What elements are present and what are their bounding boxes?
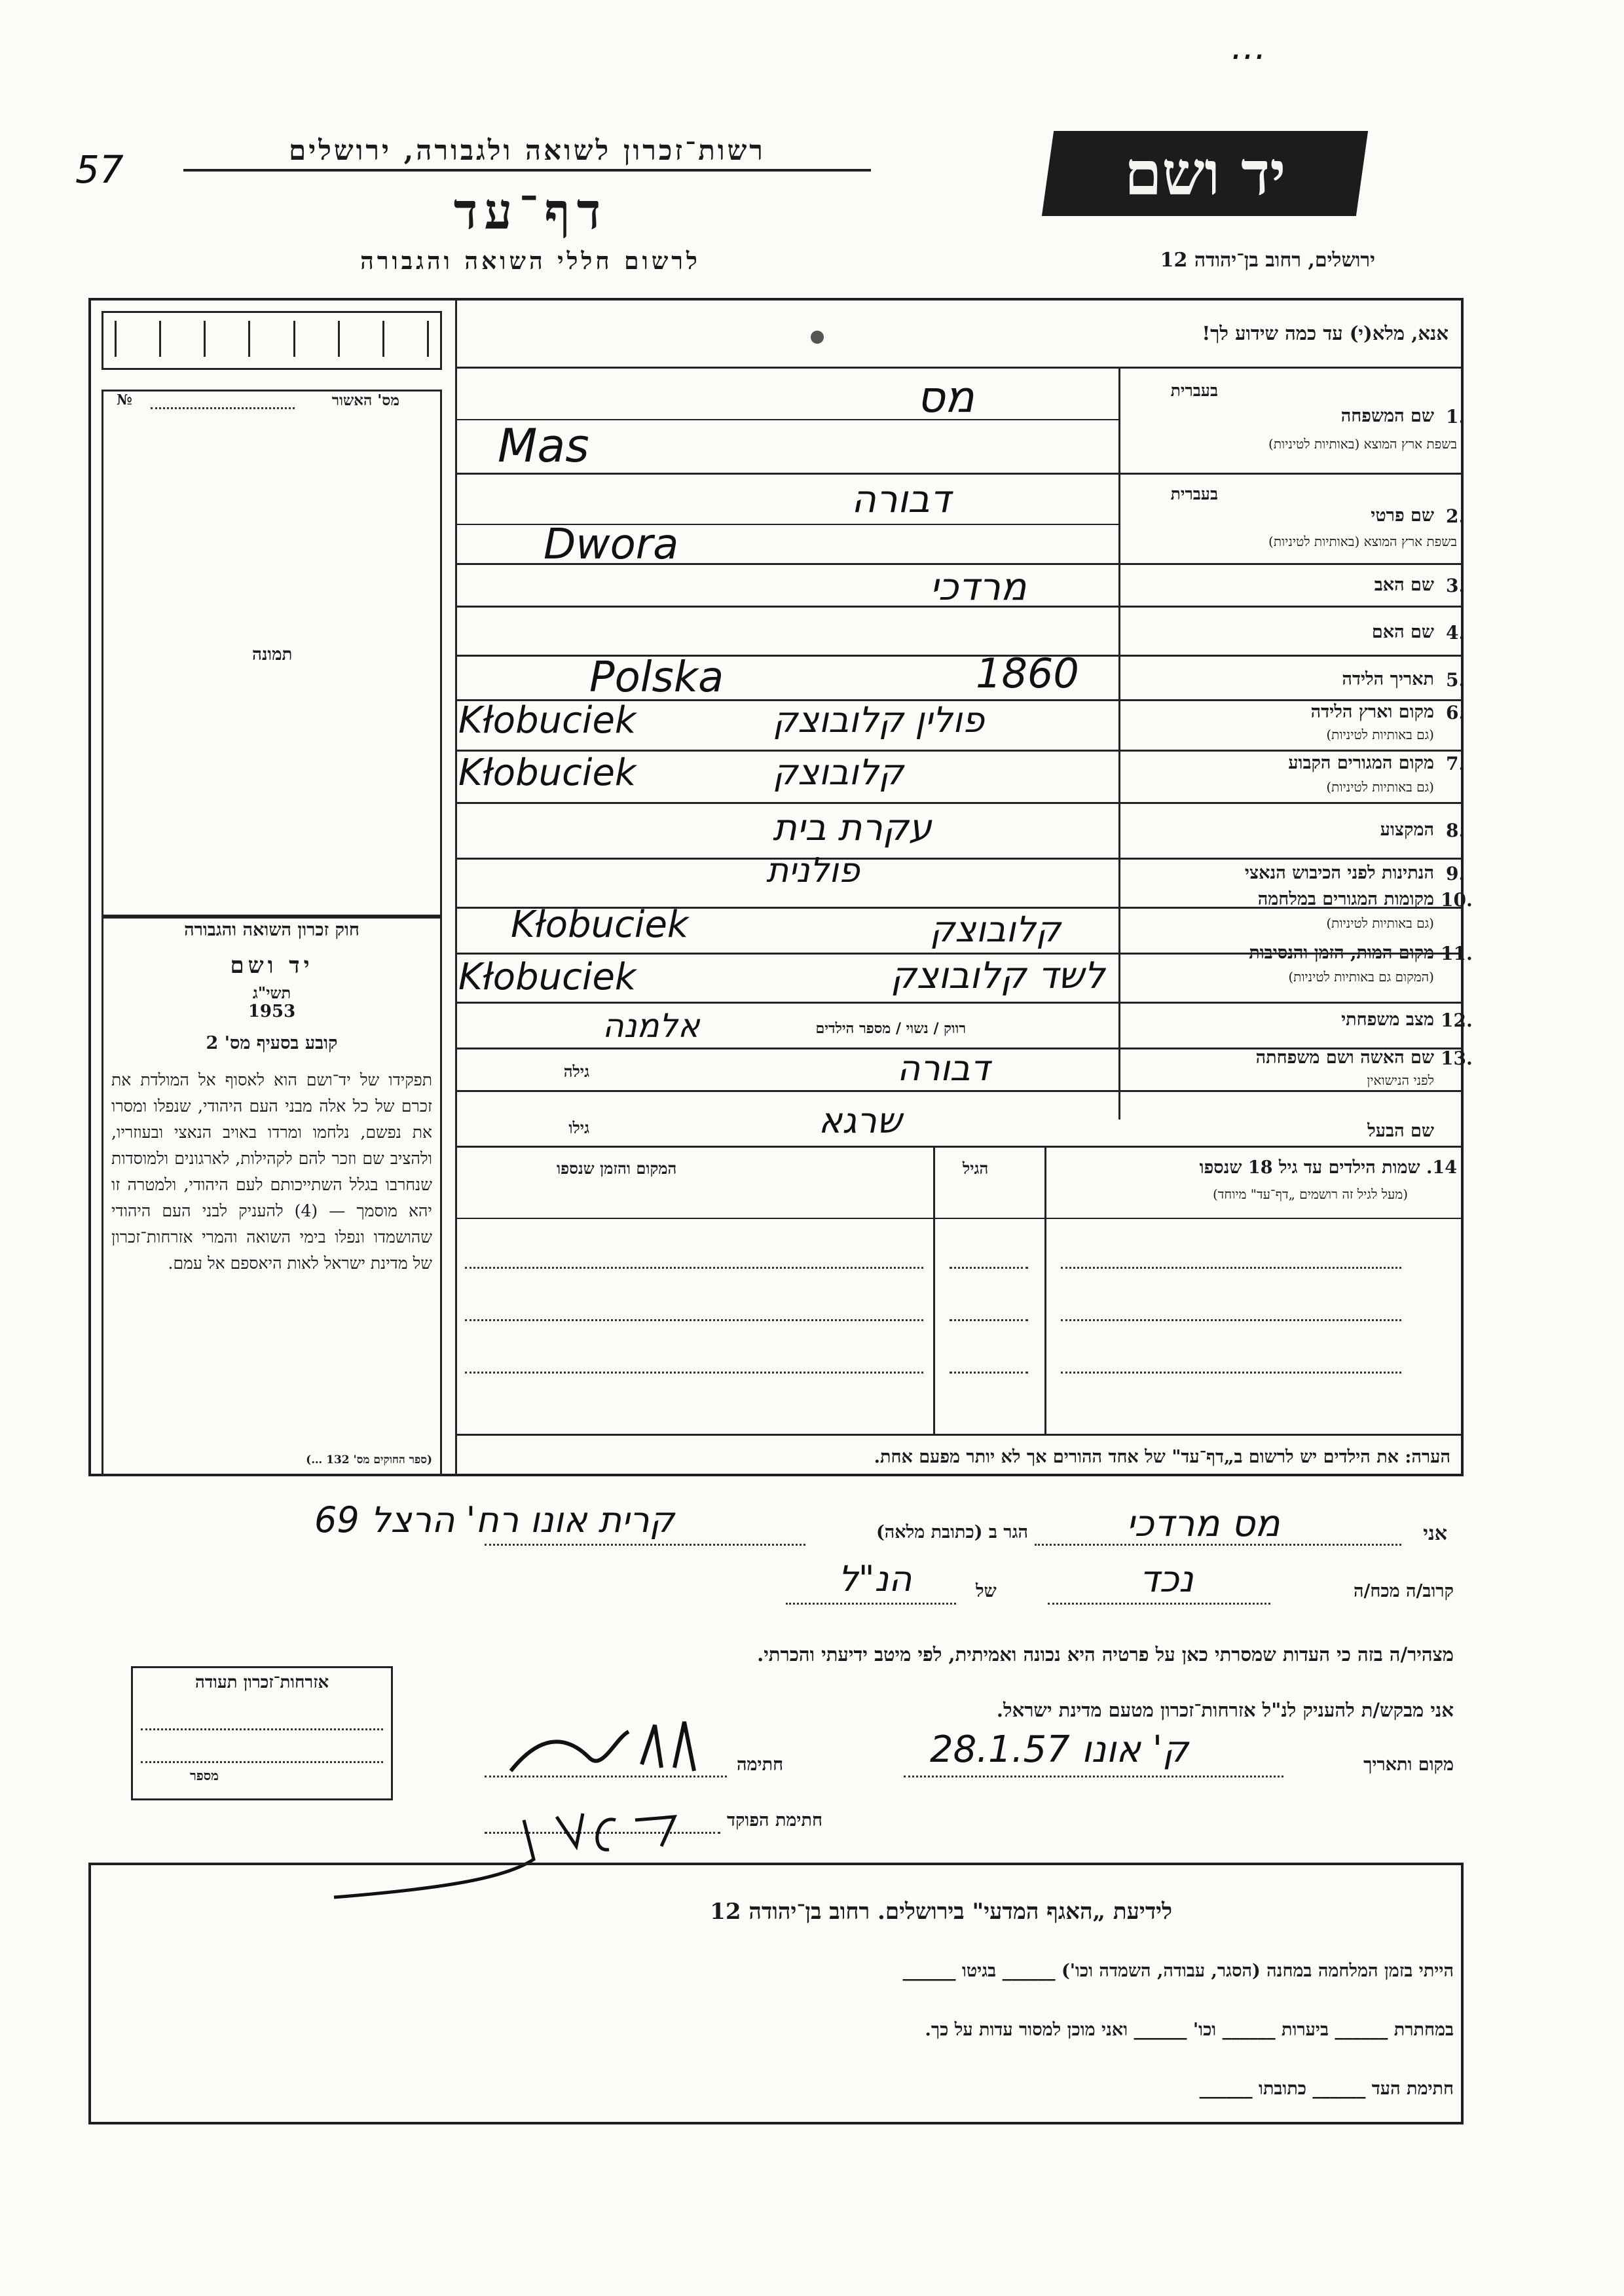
signature-label: חתימה bbox=[737, 1755, 784, 1775]
declarant-address: קרית אונו רח' הרצל 69 bbox=[314, 1499, 674, 1540]
answer-birth-country: Polska bbox=[589, 653, 724, 702]
answer-wartime-hebrew: קלובוצק bbox=[930, 909, 1061, 950]
field-10-number: 10. bbox=[1441, 889, 1473, 911]
form-subtitle: לרשום חללי השואה והגבורה bbox=[360, 247, 701, 275]
answer-maiden: דבורה bbox=[897, 1048, 990, 1089]
declaration-i-label: אני bbox=[1423, 1522, 1447, 1545]
field-2-hint: בשפת ארץ המוצא (באותיות לטיניות) bbox=[1268, 534, 1457, 549]
row-rule bbox=[455, 1002, 1464, 1004]
row-rule bbox=[455, 858, 1464, 860]
declarant-name: מס מרדכי bbox=[1126, 1503, 1280, 1545]
children-col-divider bbox=[1044, 1146, 1046, 1434]
law-text: תפקידו של יד־ושם הוא לאסוף אל המולדת את זכרם של כל אלה מבני העם היהודי, שנפלו ומסרו את נפשם, נלחמו ומרדו באויב הנאצי ובעוזריו, ולהציב שם וזכר להם לקהילות, לארגונים ולמוסדות שנחרבו בגלל השתייכותם לעם היהודי, ולמטרה זו יהא מוסמך — (4) להעניק לבני העם היהודי שהושמדו ונפלו בימי השואה והמרי אזרחות־זכרון של מדינת ישראל לאות היאספם אל עמם. bbox=[111, 1070, 432, 1273]
field-10-hint: (גם באותיות לטיניות) bbox=[1326, 915, 1434, 931]
answer-family-latin: Mas bbox=[498, 419, 589, 473]
field-11-label: מקום המות, הזמן והנסיבות bbox=[1249, 943, 1434, 963]
row-rule bbox=[455, 802, 1464, 804]
field-10-label: מקומות המגורים במלחמה bbox=[1257, 889, 1434, 909]
label-column-divider bbox=[1118, 367, 1120, 1120]
children-line bbox=[465, 1372, 923, 1374]
row-rule bbox=[455, 1146, 1464, 1148]
children-note: הערה: את הילדים יש לרשום ב„דף־עד" של אחד ההורים אך לא יותר מפעם אחת. bbox=[874, 1447, 1450, 1467]
certificate-line bbox=[141, 1761, 383, 1763]
field-11-hint: (המקום גם באותיות לטיניות) bbox=[1288, 969, 1434, 985]
declaration-residing-label: הגר ב (כתובת מלאה) bbox=[876, 1522, 1028, 1542]
children-col-divider bbox=[933, 1146, 935, 1434]
maiden-age-label: גילה bbox=[563, 1062, 589, 1081]
field-13-hint: לפני הנישואין bbox=[1367, 1072, 1434, 1088]
row-rule bbox=[455, 1090, 1464, 1092]
field-13-number: 13. bbox=[1441, 1048, 1473, 1069]
law-org: יד ושם bbox=[230, 953, 314, 979]
field-8-label: המקצוע bbox=[1380, 820, 1434, 840]
law-year-hebrew: תשי"ג bbox=[252, 983, 291, 1002]
field-1-lang: בעברית bbox=[1170, 381, 1218, 400]
field-12-number: 12. bbox=[1441, 1010, 1473, 1031]
of-value: הנ"ל bbox=[838, 1558, 912, 1599]
field-7-label: מקום המגורים הקבוע bbox=[1288, 753, 1434, 773]
certificate-title: אזרחות־זכרון תעודה bbox=[194, 1673, 329, 1692]
declarant-signature bbox=[498, 1712, 747, 1784]
field-5-number: 5. bbox=[1446, 669, 1466, 691]
declaration-request: אני מבקש/ת להעניק לנ"ל אזרחות־זכרון מטעם מדינת ישראל. bbox=[996, 1699, 1454, 1721]
header-address: ירושלים, רחוב בן־יהודה 12 bbox=[1160, 249, 1375, 272]
certificate-line bbox=[141, 1728, 383, 1730]
answer-birthplace-latin: Kłobuciek bbox=[458, 699, 637, 742]
field-8-number: 8. bbox=[1446, 820, 1466, 841]
husband-age-label: גילו bbox=[568, 1118, 589, 1137]
approval-no-label: № bbox=[117, 392, 132, 409]
field-2-number: 2. bbox=[1446, 505, 1466, 527]
of-line bbox=[786, 1603, 956, 1605]
answer-birth-year: 1860 bbox=[976, 649, 1079, 697]
form-title: דף־עד bbox=[453, 182, 608, 240]
answer-father: מרדכי bbox=[930, 564, 1027, 609]
place-date-line bbox=[904, 1776, 1283, 1777]
field-6-label: מקום וארץ הלידה bbox=[1310, 702, 1434, 722]
logo-text: יד ושם bbox=[1124, 138, 1286, 209]
approval-line bbox=[151, 407, 295, 409]
field-13-label: שם האשה ושם משפחתה bbox=[1255, 1048, 1434, 1068]
authority-underline bbox=[183, 169, 871, 172]
children-line bbox=[465, 1267, 923, 1269]
margin-number: 57 bbox=[75, 147, 124, 192]
children-line bbox=[950, 1267, 1028, 1269]
answer-given-latin: Dwora bbox=[544, 520, 679, 569]
relation-line bbox=[1048, 1603, 1270, 1605]
law-year: 1953 bbox=[248, 1002, 296, 1021]
children-col-age: הגיל bbox=[963, 1159, 989, 1178]
footer-line-3: חתימת העד ______ כתובתו ______ bbox=[1199, 2079, 1454, 2099]
field-6-hint: (גם באותיות לטיניות) bbox=[1326, 727, 1434, 742]
relative-label: קרוב/ה מכח/ה bbox=[1354, 1581, 1454, 1601]
field-7-hint: (גם באותיות לטיניות) bbox=[1326, 779, 1434, 795]
field-1-number: 1. bbox=[1446, 406, 1466, 428]
form-instruction: אנא, מלא(י) עד כמה שידוע לך! bbox=[1202, 322, 1449, 344]
place-date-label: מקום ותאריך bbox=[1363, 1755, 1454, 1775]
children-hint: (מעל לגיל זה רושמים „דף־עד" מיוחד) bbox=[1212, 1186, 1408, 1202]
field-12-label: מצב משפחתי bbox=[1341, 1010, 1434, 1030]
answer-death-hebrew: לשד קלובוצק bbox=[891, 955, 1105, 997]
punch-hole bbox=[811, 331, 824, 344]
answer-death-latin: Kłobuciek bbox=[458, 956, 637, 998]
place-date: ק' אונו 28.1.57 bbox=[930, 1728, 1189, 1771]
footer-line-1: הייתי בזמן המלחמה במחנה (הסגר, עבודה, השמדה וכו') ______ בגיטו ______ bbox=[902, 1961, 1454, 1981]
answer-given-hebrew: דבורה bbox=[851, 477, 951, 521]
certificate-number-label: מספר bbox=[190, 1768, 219, 1783]
answer-residence-latin: Kłobuciek bbox=[458, 752, 637, 794]
footer-line-2: במחתרת ______ ביערות ______ וכו' ______ ואני מוכן למסור עדות על כך. bbox=[925, 2020, 1454, 2040]
marital-options: רווק / נשוי / מספר הילדים bbox=[815, 1020, 966, 1037]
answer-marital: אלמנה bbox=[602, 1007, 700, 1045]
field-9-label: הנתינות לפני הכיבוש הנאצי bbox=[1244, 863, 1434, 883]
yad-vashem-logo bbox=[1042, 131, 1368, 216]
authority-name: רשות־זכרון לשואה ולגבורה, ירושלים bbox=[289, 134, 766, 166]
answer-family-hebrew: מס bbox=[917, 372, 974, 422]
field-2-label: שם פרטי bbox=[1371, 505, 1434, 526]
answer-citizenship: פולנית bbox=[766, 851, 860, 890]
husband-label: שם הבעל bbox=[1367, 1121, 1434, 1141]
children-line bbox=[950, 1319, 1028, 1321]
field-11-number: 11. bbox=[1441, 943, 1473, 964]
answer-husband: שרגא bbox=[819, 1100, 902, 1141]
of-label: של bbox=[976, 1581, 997, 1601]
law-title: חוק זכרון השואה והגבורה bbox=[184, 920, 360, 940]
instruction-rule bbox=[455, 367, 1464, 369]
field-3-number: 3. bbox=[1446, 575, 1466, 596]
approval-label: מס' האשור bbox=[331, 392, 399, 409]
children-line bbox=[1061, 1372, 1401, 1374]
law-clause: קובע בסעיף מס' 2 bbox=[206, 1033, 338, 1053]
note-rule bbox=[455, 1434, 1464, 1436]
field-5-label: תאריך הלידה bbox=[1342, 669, 1434, 689]
answer-occupation: עקרת בית bbox=[773, 807, 932, 849]
field-1-hint: בשפת ארץ המוצא (באותיות לטיניות) bbox=[1268, 436, 1457, 452]
officer-signature-label: חתימת הפוקד bbox=[727, 1810, 822, 1831]
footer-heading: לידיעת „האגף המדעי" בירושלים. רחוב בן־יהודה 12 bbox=[710, 1899, 1172, 1925]
children-line bbox=[465, 1319, 923, 1321]
field-4-number: 4. bbox=[1446, 622, 1466, 644]
field-7-number: 7. bbox=[1446, 753, 1466, 774]
answer-residence-hebrew: קלובוצק bbox=[773, 752, 904, 793]
declaration-statement: מצהיר/ה בזה כי העדות שמסרתי כאן על פרטיה היא נכונה ואמיתית, לפי מיטב ידיעתי והכרתי. bbox=[757, 1643, 1454, 1666]
photo-label: תמונה bbox=[252, 645, 293, 665]
left-column-divider bbox=[455, 298, 457, 1476]
children-line bbox=[1061, 1319, 1401, 1321]
law-source: (ספר החוקים מס' 132 …) bbox=[306, 1453, 432, 1467]
children-header-rule bbox=[455, 1218, 1464, 1219]
children-line bbox=[1061, 1267, 1401, 1269]
field-1-label: שם המשפחה bbox=[1340, 406, 1434, 426]
field-6-number: 6. bbox=[1446, 702, 1466, 723]
approval-ticks bbox=[115, 321, 429, 357]
field-9-number: 9. bbox=[1446, 863, 1466, 884]
children-col-place: המקום והזמן שנספו bbox=[557, 1159, 677, 1178]
children-line bbox=[950, 1372, 1028, 1374]
answer-birthplace-hebrew: פולין קלובוצק bbox=[773, 699, 985, 740]
relation: נכד bbox=[1139, 1558, 1194, 1601]
answer-wartime-latin: Kłobuciek bbox=[511, 903, 689, 946]
address-line bbox=[485, 1544, 805, 1546]
field-2-lang: בעברית bbox=[1170, 484, 1218, 503]
row-rule bbox=[455, 473, 1464, 475]
reference-number: … bbox=[1231, 26, 1266, 67]
field-4-label: שם האם bbox=[1371, 622, 1434, 642]
children-label: 14. שמות הילדים עד גיל 18 שנספו bbox=[1199, 1157, 1457, 1178]
field-3-label: שם האב bbox=[1374, 575, 1434, 595]
